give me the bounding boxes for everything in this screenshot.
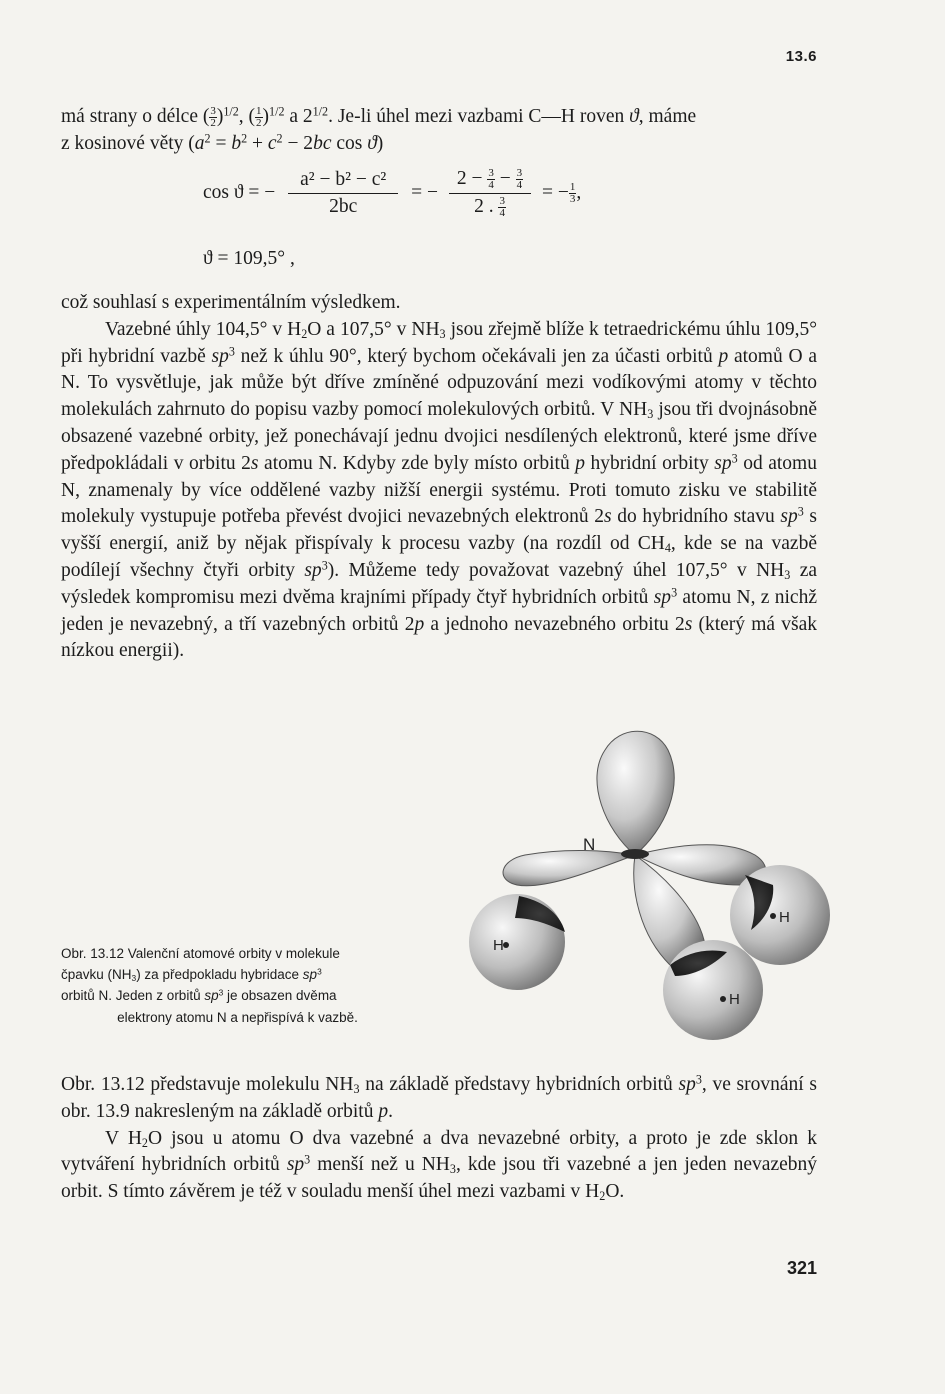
section-number: 13.6 — [785, 48, 817, 65]
bond-lobe-left — [503, 850, 635, 885]
nitrogen-nucleus — [621, 849, 649, 859]
label-H-right: H — [779, 909, 790, 926]
fraction-one-third: $\frac{1}{3}$ — [569, 181, 576, 206]
label-N: N — [583, 835, 596, 854]
fraction-numeric: 2 − $\frac{3}{4}$ − $\frac{3}{4}$ 2 . $\frac{3}{4}$ — [449, 168, 531, 219]
page-number: 321 — [786, 1258, 817, 1278]
fraction-three-halves: $\frac{3}{2}$ — [210, 105, 216, 130]
h2o-paragraph: V $H_2O$ jsou u atomu O dva vazebné a dva nevazebné orbity, a proto je zde sklon k vytváření hybridních orbitů $sp^3$ menší než u $NH_3$, kde jsou tři vazebné a jen jeden nevazebný orbit. S tímto závěrem je též v souladu menší úhel mezi vazbami v $H_2O$. — [61, 1127, 818, 1204]
fraction-one-half: $\frac{1}{2}$ — [256, 105, 262, 130]
fraction-cosine-law: $\frac{\text{a² − b² − c²}}{2bc}$ — [288, 169, 398, 218]
theta-value: ϑ = 109,5° , — [203, 248, 295, 269]
label-H-bottom: H — [729, 991, 740, 1008]
lone-pair-lobe — [597, 731, 674, 855]
main-paragraph: což souhlasí s experimentálním výsledkem. Vazebné úhly 104,5° v $H_2O$ a 107,5° v $NH_3$ jsou zřejmě blíže k tetraedrickému úhlu 109,5° při hybridní vazbě $sp^3$ než k úhlu 90°, který bychom očekávali jen za účasti orbitů p atomů O a N. To vysvětluje, jak může být dříve zmíněné odpuzování mezi vodíkovými atomy v těchto molekulách zahrnuto do popisu vazby pomocí molekulových orbitů. V $NH_3$ jsou tři dvojnásobně obsazené vazebné orbity, jež ponechávají jednu dvojici nesdílených elektronů, které jsme dříve předpokládali v orbitu 2s atomu N. Kdyby zde byly místo orbitů p hybridní orbity $sp^3$ od atomu N, znamenaly by více oddělené vazby nižší energii systému. Proti tomuto zisku ve stabilitě molekuly vystupuje potřeba převést dvojici nevazebných elektronů 2s do hybridního stavu $sp^3$ s vyšší energií, aniž by nějak přispívaly k procesu vazby (na rozdíl od $CH_4$, kde se na vazbě podílejí všechny čtyři orbity $sp^3$). Můžeme tedy považovat vazebný úhel 107,5° v $NH_3$ za výsledek kompromisu mezi dvěma krajními případy čtyř hybridních orbitů $sp^3$ atomu N, z nichž jeden je nevazebný, a tří vazebných orbitů 2p a jednoho nevazebného orbitu 2s (který má však nízkou energii). — [61, 292, 818, 662]
intro-paragraph: má strany o délce ( $\frac{3}{2}$ )$^{1/2}$, ( $\frac{1}{2}$ )$^{1/2}$ a $2^{1/2}$. Je-li úhel mezi vazbami C—H roven ϑ, máme z kosinové věty ($a^2 = b^2 + c^2 - 2bc$ cos ϑ) — [61, 104, 697, 154]
figure-caption: Obr. 13.12 Valenční atomové orbity v molekule čpavku $(NH_3)$ za předpokladu hybridace $sp^3$ orbitů N. Jeden z orbitů $sp^3$ je obsazen dvěma elektrony atomu N a nepřispívá k vazbě. — [61, 946, 358, 1025]
label-H-left: H — [493, 937, 504, 954]
cosine-equation: cos ϑ = − $\frac{\text{a² − b² − c²}}{2bc}$ = − 2 − $\frac{3}{4}$ − $\frac{3}{4}$ 2 . $\frac{3}{4}$ = − $\frac{1}{3}$ , — [203, 167, 582, 220]
figure-reference-paragraph: Obr. 13.12 představuje molekulu $NH_3$ na základě představy hybridních orbitů $sp^3$, ve srovnání s obr. 13.9 nakresleným na základě orbitů p. V $H_2O$ jsou u atomu O dva vazebné a dva nevazebné orbity, a proto je zde sklon k vytváření hybridních orbitů $sp^3$ menší než u $NH_3$, kde jsou tři vazebné a jen jeden nevazebný orbit. S tímto závěrem je též v souladu menší úhel mezi vazbami v $H_2O$. — [61, 1072, 817, 1206]
ammonia-orbital-figure — [455, 720, 835, 1050]
